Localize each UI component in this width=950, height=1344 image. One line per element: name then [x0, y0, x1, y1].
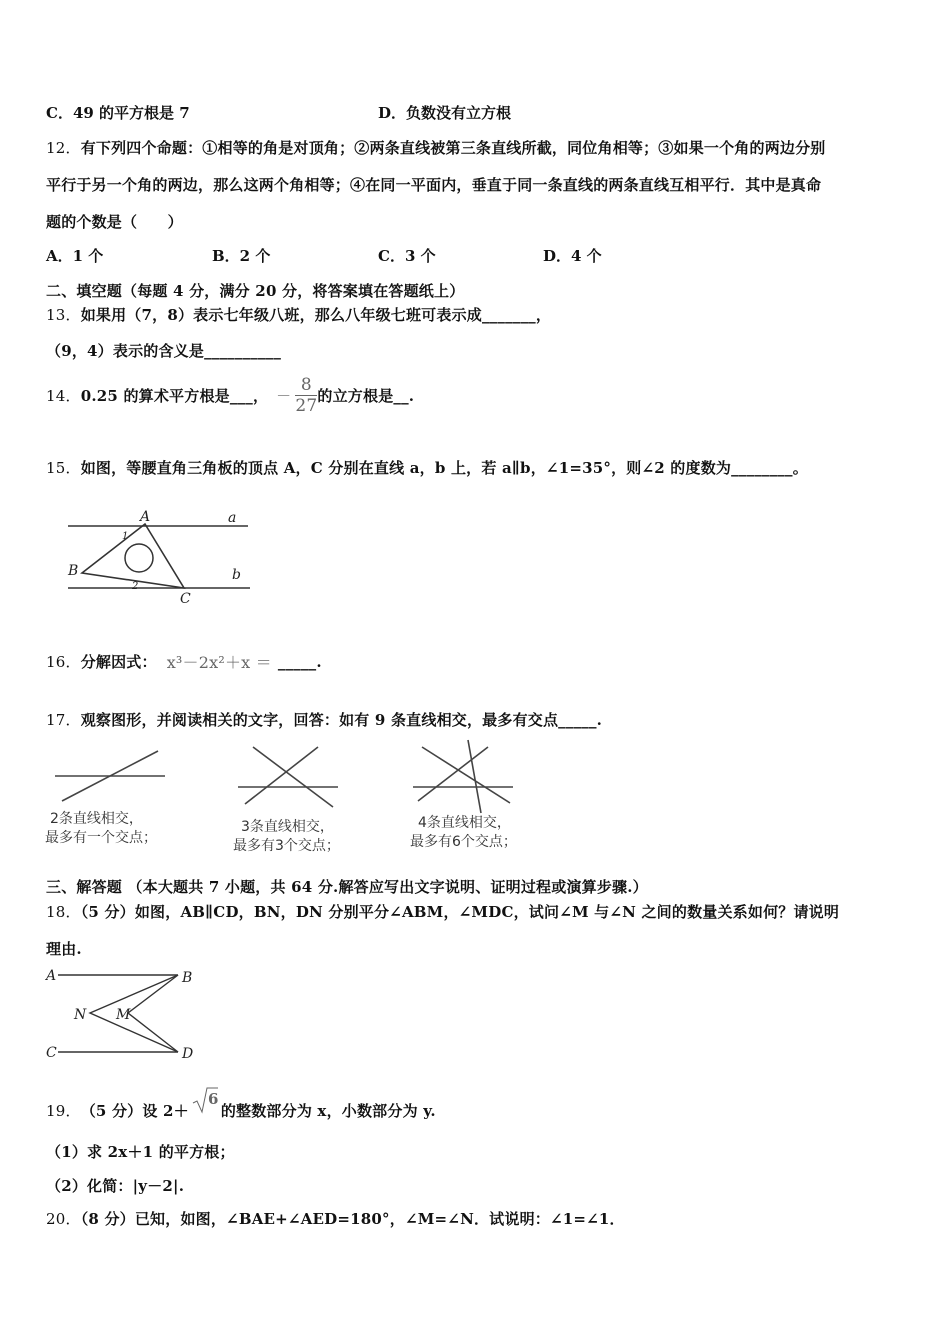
q12-option-c: C．3 个 [378, 247, 436, 265]
q18-text-1: （5 分）如图，AB∥CD，BN，DN 分别平分∠ABM，∠MDC，试问∠M 与∠N 之间的数量关系如何？请说明 [80, 903, 840, 921]
q13-number: 13． [46, 306, 81, 324]
fraction-numerator: 8 [300, 374, 312, 395]
q14-text-1: 0.25 的算术平方根是___， [80, 386, 269, 405]
q18-line2: 理由. [46, 940, 82, 958]
q18-line1 [46, 901, 839, 922]
q20-text: （8 分）已知，如图，∠BAE+∠AED=180°，∠M=∠N．试说明：∠1=∠1． [80, 1210, 625, 1228]
q13-line2: （9，4）表示的含义是__________ [46, 342, 282, 360]
label-C: C [180, 591, 191, 605]
fig3-caption-1: 4条直线相交， [418, 815, 511, 831]
section-2-heading: 二、填空题（每题 4 分，满分 20 分，将答案填在答题纸上） [46, 282, 465, 300]
q14-number: 14． [46, 386, 81, 405]
sqrt-symbol [191, 1085, 219, 1115]
label-b: b [232, 567, 241, 583]
fig1-caption-1: 2条直线相交， [50, 811, 143, 827]
fig3-caption-2: 最多有6个交点； [410, 834, 517, 850]
q19-line [46, 1083, 436, 1121]
q19-number: 19． [46, 1102, 81, 1120]
label-angle-1: 1 [122, 531, 129, 542]
q12-line2: 平行于另一个角的两边，那么这两个角相等；④在同一平面内，垂直于同一条直线的两条直线互相平行．其中是真命 [46, 176, 822, 194]
q17-line [46, 709, 602, 730]
q14-text-2: 的立方根是__. [317, 386, 415, 405]
q12-option-a: A．1 个 [46, 247, 104, 265]
label-A: A [46, 968, 57, 984]
q14-line [46, 370, 414, 420]
q12-text-1: 有下列四个命题：①相等的角是对顶角；②两条直线被第三条直线所截，同位角相等；③如果一个角的两边分别 [80, 139, 826, 157]
fraction-denominator: 27 [295, 395, 318, 416]
q12-option-b: B．2 个 [212, 247, 271, 265]
q14-fraction [295, 375, 317, 416]
path-B-N-D [90, 975, 178, 1052]
sqrt-radicand: 6 [207, 1090, 219, 1108]
q12-option-d: D．4 个 [543, 247, 602, 265]
q16-answer-blank: _____. [277, 652, 322, 671]
q11-option-c: C．49 的平方根是 7 [46, 104, 190, 122]
q11-option-d: D．负数没有立方根 [378, 104, 512, 122]
q20-number: 20． [46, 1210, 81, 1228]
q12-line1 [46, 137, 826, 158]
label-C: C [46, 1045, 57, 1061]
q19-text-2: 的整数部分为 x，小数部分为 y. [220, 1102, 436, 1120]
fig3-line-2 [422, 747, 510, 803]
q15-line [46, 457, 808, 478]
q13-line1 [46, 304, 551, 325]
fig3-line-4 [468, 740, 481, 813]
label-B: B [182, 970, 193, 986]
fig2-caption-2: 最多有3个交点； [233, 838, 340, 854]
label-N: N [74, 1007, 87, 1023]
q18-parallel-figure [40, 962, 210, 1067]
q19-sub2: （2）化简：|y－2|. [46, 1177, 185, 1195]
fig2-line-3 [245, 747, 318, 804]
q16-number: 16． [46, 653, 81, 671]
q13-text-1: 如果用（7，8）表示七年级八班，那么八年级七班可表示成_______， [80, 306, 552, 324]
label-angle-2: 2 [132, 581, 139, 592]
q14-minus-sign: － [276, 386, 292, 405]
q16-text: 分解因式： [80, 653, 157, 671]
triangle-hole [125, 544, 153, 572]
triangle [82, 524, 184, 588]
q16-expression: x³－2x²＋x ＝ [166, 653, 272, 672]
fig2-caption-1: 3条直线相交， [241, 819, 334, 835]
q15-triangle-figure [62, 505, 262, 605]
label-a: a [228, 510, 237, 526]
q17-line-figures [40, 735, 550, 860]
q19-text-1: （5 分）设 2＋ [80, 1102, 189, 1120]
label-D: D [182, 1046, 194, 1062]
q16-line [46, 650, 322, 673]
q15-number: 15． [46, 459, 81, 477]
fig1-caption-2: 最多有一个交点； [45, 830, 157, 846]
q17-number: 17． [46, 711, 81, 729]
fig2-line-2 [253, 747, 333, 807]
q15-text: 如图，等腰直角三角板的顶点 A，C 分别在直线 a，b 上，若 a∥b，∠1=35°，则∠2 的度数为________。 [80, 459, 808, 477]
q19-sub1: （1）求 2x＋1 的平方根； [46, 1143, 235, 1161]
section-3-heading: 三、解答题 （本大题共 7 小题，共 64 分.解答应写出文字说明、证明过程或演算步骤.） [46, 878, 648, 896]
q12-line3: 题的个数是（ ） [46, 213, 183, 231]
q12-number: 12． [46, 139, 81, 157]
q18-number: 18． [46, 903, 81, 921]
q20-line [46, 1208, 625, 1229]
label-M: M [116, 1007, 131, 1023]
q17-text: 观察图形，并阅读相关的文字，回答：如有 9 条直线相交，最多有交点_____. [80, 711, 603, 729]
label-A: A [140, 509, 151, 525]
label-B: B [68, 563, 79, 579]
